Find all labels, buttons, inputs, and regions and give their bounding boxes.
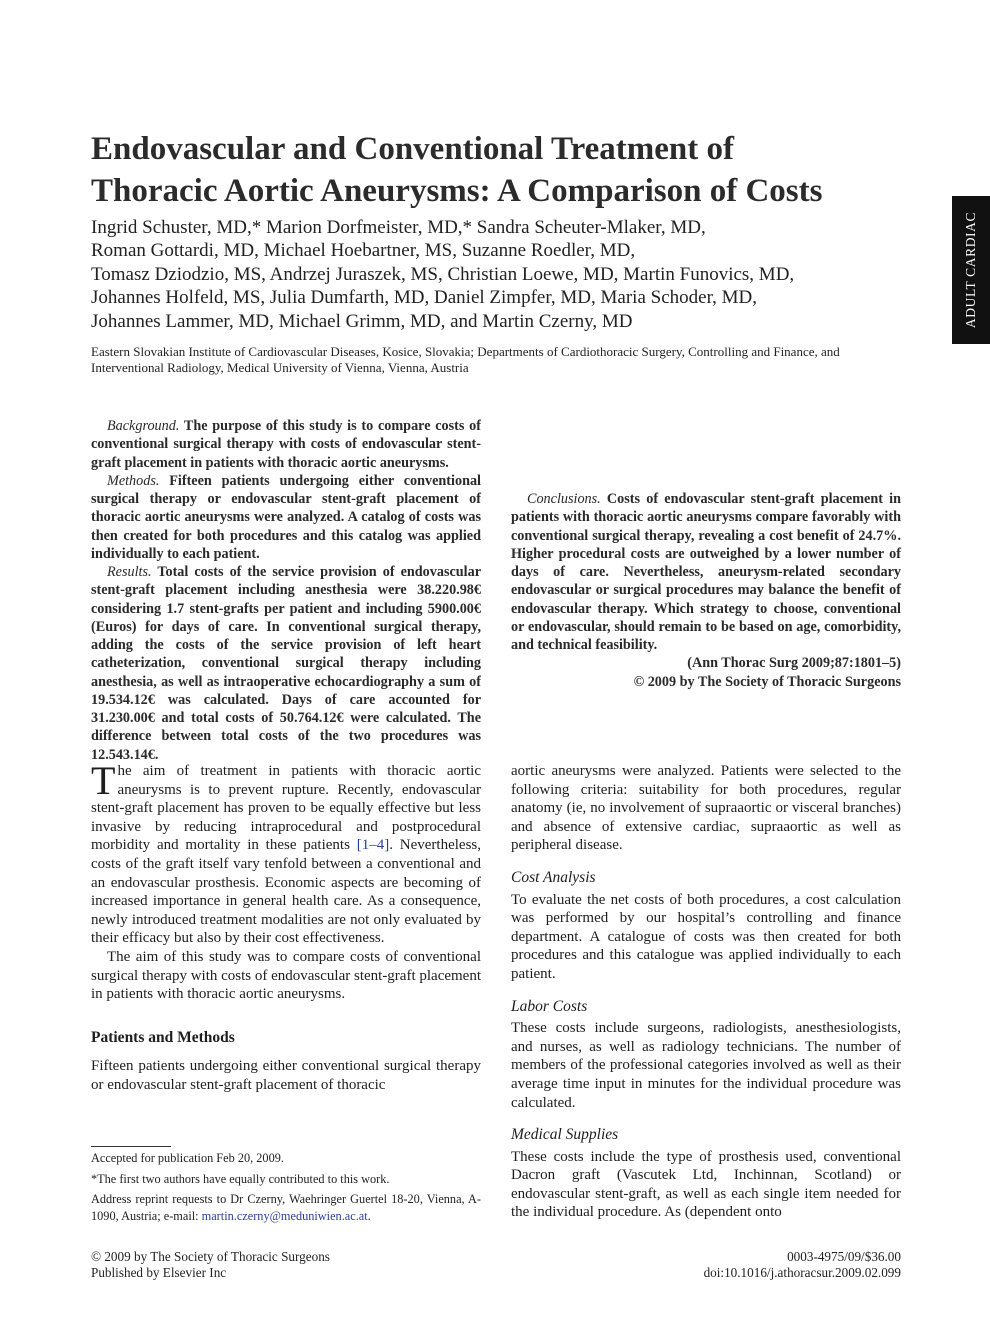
article-title bbox=[91, 128, 941, 212]
author-line: Ingrid Schuster, MD,* Marion Dorfmeister, MD,* Sandra Scheuter-Mlaker, MD, bbox=[91, 217, 706, 238]
footer-copyright: © 2009 by The Society of Thoracic Surgeons bbox=[91, 1249, 330, 1264]
footnote-address: Address reprint requests to Dr Czerny, Waehringer Guertel 18-20, Vienna, A-1090, Austria; e-mail: bbox=[91, 1192, 481, 1223]
footnotes bbox=[91, 1150, 481, 1228]
title-line: Thoracic Aortic Aneurysms: A Comparison of Costs bbox=[91, 173, 823, 209]
author-line: Johannes Lammer, MD, Michael Grimm, MD, and Martin Czerny, MD bbox=[91, 310, 633, 332]
title-line: Endovascular and Conventional Treatment of bbox=[91, 131, 734, 167]
methods-label: Methods. bbox=[107, 472, 160, 489]
subsection-heading: Labor Costs bbox=[511, 997, 588, 1015]
intro-text-cont: . Nevertheless, costs of the graft itself vary tenfold between a conventional and an endovascular prosthesis. Economic aspects are becoming of increased importance in general health care. As a consequence, newly introduced treatment modalities are not only evaluated by their efficacy but also by their cost effectiveness. bbox=[91, 837, 481, 947]
footnote-period: . bbox=[367, 1208, 371, 1223]
background-text: The purpose of this study is to compare costs of conventional surgical therapy with costs of endovascular stent-graft placement in patients with thoracic aortic aneurysms. bbox=[91, 418, 481, 471]
body-column-right bbox=[511, 762, 901, 1222]
labor-paragraph: These costs include surgeons, radiologists, anesthesiologists, and nurses, as well as radiology technicians. The number of members of the professional categories involved as well as their average time input in minutes for the individual procedure was calculated. bbox=[511, 1020, 901, 1111]
email-link[interactable]: martin.czerny@meduniwien.ac.at bbox=[201, 1208, 368, 1223]
methods-paragraph: Fifteen patients undergoing either conventional surgical therapy or endovascular stent-graft placement of thoracic bbox=[91, 1058, 481, 1093]
methods-text: Fifteen patients undergoing either conventional surgical therapy or endovascular stent-graft placement of thoracic aortic aneurysms were analyzed. A catalog of costs was then created for both procedures and this catalog was applied individually to each patient. bbox=[91, 472, 481, 562]
footer-doi: doi:10.1016/j.athoracsur.2009.02.099 bbox=[703, 1265, 901, 1280]
author-line: Johannes Holfeld, MS, Julia Dumfarth, MD, Daniel Zimpfer, MD, Maria Schoder, MD, bbox=[91, 287, 758, 309]
results-text: Total costs of the service provision of endovascular stent-graft placement including anesthesia were 38.220.98€ considering 1.7 stent-grafts per patient and including 5900.00€ (Euros) for days of care. In conventional surgical therapy, adding the costs of the service provision of left heart catheterization, conventional surgical therapy including anesthesia, as well as intraoperative echocardiography a sum of 19.534.12€ was calculated. Days of care accounted for 31.230.00€ and total costs of 50.764.12€ were calculated. The difference between total costs of the two procedures was 12.543.14€. bbox=[91, 564, 481, 763]
footnote-equal-contribution: *The first two authors have equally contributed to this work. bbox=[91, 1171, 390, 1186]
supplies-paragraph: These costs include the type of prosthesis used, conventional Dacron graft (Vascutek Ltd, Inchinnan, Scotland) or endovascular stent-graft, as well as each single item needed for the individual procedure. As (dependent onto bbox=[511, 1148, 901, 1221]
results-label: Results. bbox=[107, 564, 152, 580]
author-line: Tomasz Dziodzio, MS, Andrzej Juraszek, MS, Christian Loewe, MD, Martin Funovics, MD, bbox=[91, 263, 795, 285]
section-tab-label: ADULT CARDIAC bbox=[963, 211, 978, 329]
footer-identifiers bbox=[560, 1249, 901, 1281]
journal-citation: (Ann Thorac Surg 2009;87:1801–5) bbox=[687, 655, 901, 672]
section-heading: Patients and Methods bbox=[91, 1028, 235, 1046]
abstract-copyright: © 2009 by The Society of Thoracic Surgeons bbox=[633, 673, 901, 690]
author-line: Roman Gottardi, MD, Michael Hoebartner, MS, Suzanne Roedler, MD, bbox=[91, 240, 636, 262]
cost-analysis-paragraph: To evaluate the net costs of both procedures, a cost calculation was performed by our hospital’s controlling and finance department. A catalogue of costs was then created for both procedures and this catalogue was applied individually to each patient. bbox=[511, 891, 901, 982]
footer-issn: 0003-4975/09/$36.00 bbox=[787, 1249, 901, 1264]
conclusions-label: Conclusions. bbox=[527, 491, 601, 507]
body-column-left bbox=[91, 758, 482, 1095]
subsection-heading: Cost Analysis bbox=[511, 868, 596, 886]
footnote-accepted: Accepted for publication Feb 20, 2009. bbox=[91, 1151, 284, 1165]
footnote-divider bbox=[91, 1146, 171, 1147]
background-label: Background. bbox=[107, 418, 180, 434]
affiliation: Eastern Slovakian Institute of Cardiovascular Diseases, Kosice, Slovakia; Departments of Cardiothoracic Surgery, Controlling and Finance, and Interventional Radiology, Medical University of Vienna, Vienna, Austria bbox=[91, 344, 840, 375]
subsection-heading: Medical Supplies bbox=[511, 1126, 619, 1144]
footer-published-by: Published by Elsevier Inc bbox=[91, 1265, 227, 1280]
abstract-column-right bbox=[511, 417, 901, 691]
aim-paragraph: The aim of this study was to compare costs of conventional surgical therapy with costs of endovascular stent-graft placement in patients with thoracic aortic aneurysms. bbox=[91, 948, 482, 1003]
intro-text: he aim of treatment in patients with thoracic aortic aneurysms is to prevent rupture. Recently, endovascular stent-graft placement has proven to be equally effective but less invasive by reducing intraprocedural and postprocedural morbidity and mortality in these patients bbox=[91, 763, 481, 854]
selection-paragraph: aortic aneurysms were analyzed. Patients were selected to the following criteria: suitability for both procedures, regular anatomy (ie, no involvement of supraaortic or visceral branches) and absence of extensive cardiac, supraaortic as well as peripheral disease. bbox=[511, 763, 901, 854]
reference-link[interactable]: [1–4] bbox=[356, 837, 390, 854]
drop-cap: T bbox=[91, 758, 116, 803]
footer-publisher bbox=[91, 1249, 330, 1281]
conclusions-text: Costs of endovascular stent-graft placement in patients with thoracic aortic aneurysms compare favorably with conventional surgical therapy, revealing a cost benefit of 24.7%. Higher procedural costs are outweighed by a lower number of days of care. Nevertheless, aneurysm-related secondary endovascular or surgical procedures may balance the benefit of endovascular therapy. Which strategy to choose, conventional or endovascular, should remain to be based on age, comorbidity, and technical feasibility. bbox=[511, 491, 901, 653]
author-list bbox=[91, 216, 941, 333]
section-tab bbox=[952, 196, 990, 344]
